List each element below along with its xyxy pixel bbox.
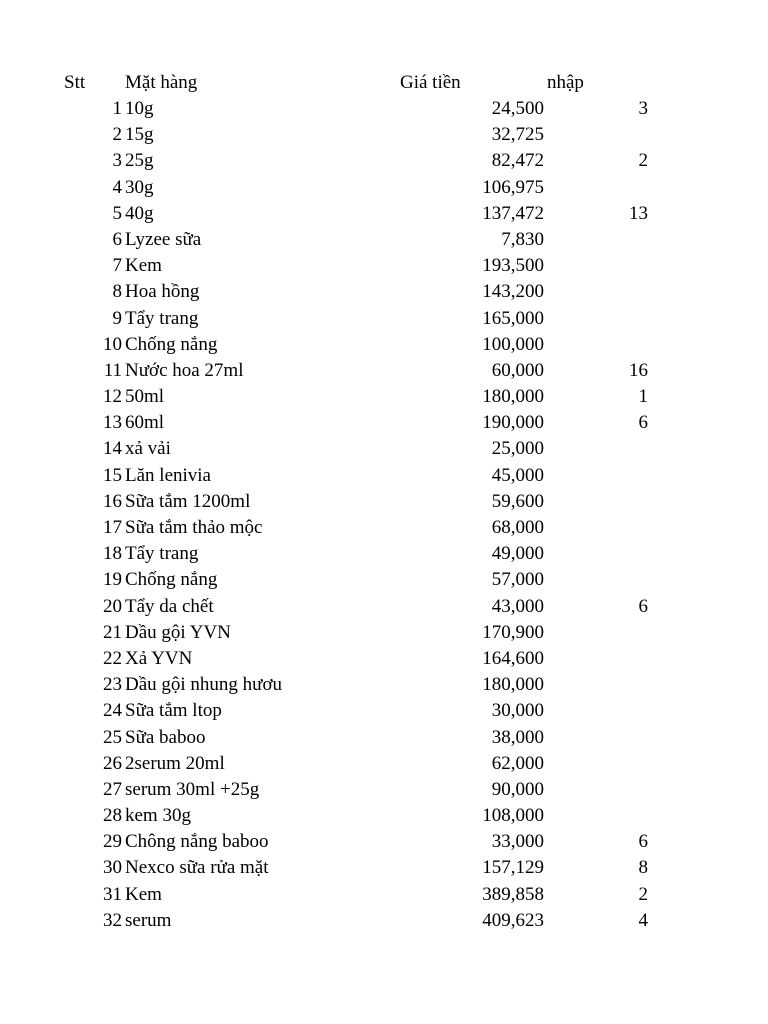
row-price: 7,830 (501, 228, 544, 250)
row-stt: 31 (103, 883, 122, 905)
row-quantity: 6 (638, 595, 648, 617)
table-row (0, 332, 768, 358)
row-price: 25,000 (491, 438, 544, 460)
row-stt: 20 (103, 595, 122, 617)
table-row (0, 855, 768, 881)
row-stt: 9 (112, 307, 122, 329)
row-item-name: Dầu gội nhung hươu (125, 674, 283, 696)
row-quantity: 8 (638, 857, 648, 879)
row-item-name: 25g (125, 150, 154, 172)
row-price: 24,500 (491, 98, 544, 119)
row-quantity: 6 (638, 831, 648, 853)
table-row (0, 908, 768, 934)
table-row (0, 803, 768, 829)
row-price: 59,600 (491, 490, 544, 512)
row-item-name: serum (125, 909, 172, 931)
header-stt: Stt (64, 72, 86, 93)
row-item-name: xả vải (125, 438, 171, 460)
row-stt: 10 (103, 333, 122, 355)
spreadsheet (0, 70, 768, 934)
row-price: 193,500 (482, 255, 544, 277)
row-stt: 28 (103, 805, 122, 827)
row-price: 106,975 (482, 176, 544, 198)
table-row (0, 594, 768, 620)
row-price: 164,600 (482, 647, 544, 669)
table-row (0, 751, 768, 777)
row-item-name: 60ml (125, 412, 165, 434)
row-stt: 5 (112, 202, 122, 224)
row-price: 82,472 (491, 150, 544, 172)
table-row (0, 384, 768, 410)
header-row (0, 70, 768, 96)
table-row (0, 253, 768, 279)
row-price: 180,000 (482, 386, 544, 408)
row-price: 60,000 (491, 359, 544, 381)
row-price: 143,200 (482, 281, 544, 303)
row-stt: 7 (112, 255, 122, 277)
row-quantity: 3 (638, 98, 648, 119)
table-row (0, 882, 768, 908)
row-item-name: Tẩy da chết (125, 595, 214, 617)
row-quantity: 13 (629, 202, 648, 224)
row-item-name: Nước hoa 27ml (125, 359, 244, 381)
row-price: 57,000 (491, 569, 544, 591)
row-price: 45,000 (491, 464, 544, 486)
row-item-name: Chống nắng (125, 569, 218, 591)
row-stt: 32 (103, 909, 122, 931)
row-item-name: kem 30g (125, 805, 191, 827)
row-quantity: 4 (638, 909, 648, 931)
row-price: 108,000 (482, 805, 544, 827)
row-price: 137,472 (482, 202, 544, 224)
table-row (0, 279, 768, 305)
row-price: 180,000 (482, 674, 544, 696)
row-item-name: 50ml (125, 386, 165, 408)
row-stt: 2 (112, 124, 122, 146)
row-stt: 27 (103, 778, 122, 800)
table-row (0, 489, 768, 515)
row-stt: 12 (103, 386, 122, 408)
row-stt: 3 (112, 150, 122, 172)
row-stt: 23 (103, 674, 122, 696)
table-row (0, 358, 768, 384)
row-stt: 21 (103, 621, 122, 643)
row-stt: 17 (103, 517, 122, 538)
table-row (0, 829, 768, 855)
table-row (0, 620, 768, 646)
table-row (0, 463, 768, 489)
row-stt: 1 (112, 98, 122, 119)
row-item-name: 2serum 20ml (125, 752, 225, 774)
row-item-name: Kem (125, 883, 162, 905)
table-row (0, 148, 768, 174)
row-item-name: Lăn lenivia (125, 464, 211, 486)
row-price: 409,623 (482, 909, 544, 931)
table-row (0, 436, 768, 462)
header-item-name: Mặt hàng (125, 72, 198, 93)
row-stt: 14 (103, 438, 122, 460)
table-row (0, 201, 768, 227)
row-price: 100,000 (482, 333, 544, 355)
row-stt: 4 (112, 176, 122, 198)
row-quantity: 1 (638, 386, 648, 408)
row-item-name: 15g (125, 124, 154, 146)
row-price: 49,000 (491, 543, 544, 565)
row-stt: 24 (103, 700, 122, 722)
table-row (0, 646, 768, 672)
row-price: 38,000 (491, 726, 544, 748)
row-stt: 6 (112, 228, 122, 250)
row-item-name: Sữa tắm ltop (125, 700, 222, 722)
row-stt: 15 (103, 464, 122, 486)
table-row (0, 672, 768, 698)
row-price: 157,129 (482, 857, 544, 879)
row-item-name: Kem (125, 255, 162, 277)
row-item-name: serum 30ml +25g (125, 778, 260, 800)
row-stt: 22 (103, 647, 122, 669)
row-item-name: Tẩy trang (125, 543, 199, 565)
row-stt: 11 (103, 359, 122, 381)
table-row (0, 227, 768, 253)
row-stt: 8 (112, 281, 122, 303)
row-item-name: 10g (125, 98, 154, 119)
row-price: 90,000 (491, 778, 544, 800)
row-price: 170,900 (482, 621, 544, 643)
table-row (0, 410, 768, 436)
row-item-name: Dầu gội YVN (125, 621, 231, 643)
table-row (0, 306, 768, 332)
row-quantity: 16 (629, 359, 648, 381)
row-price: 68,000 (491, 517, 544, 538)
row-stt: 16 (103, 490, 122, 512)
row-quantity: 6 (638, 412, 648, 434)
row-quantity: 2 (638, 883, 648, 905)
row-stt: 30 (103, 857, 122, 879)
row-quantity: 2 (638, 150, 648, 172)
row-price: 30,000 (491, 700, 544, 722)
row-stt: 19 (103, 569, 122, 591)
row-item-name: Chông nắng baboo (125, 831, 269, 853)
row-stt: 25 (103, 726, 122, 748)
table-row (0, 122, 768, 148)
row-stt: 18 (103, 543, 122, 565)
row-item-name: Lyzee sữa (125, 228, 202, 250)
table-row (0, 515, 768, 541)
table-row (0, 725, 768, 751)
row-stt: 13 (103, 412, 122, 434)
row-item-name: Chống nắng (125, 333, 218, 355)
row-item-name: Nexco sữa rửa mặt (125, 857, 269, 879)
header-quantity: nhập (547, 72, 584, 93)
row-item-name: Sữa baboo (125, 726, 206, 748)
table-row (0, 777, 768, 803)
row-item-name: Sữa tắm thảo mộc (125, 517, 263, 538)
row-item-name: 40g (125, 202, 154, 224)
row-price: 33,000 (491, 831, 544, 853)
row-stt: 29 (103, 831, 122, 853)
table-body (0, 96, 768, 934)
row-price: 389,858 (482, 883, 544, 905)
row-item-name: Xả YVN (125, 647, 193, 669)
row-stt: 26 (103, 752, 122, 774)
table-row (0, 567, 768, 593)
row-price: 190,000 (482, 412, 544, 434)
row-item-name: Sữa tắm 1200ml (125, 490, 251, 512)
table-row (0, 698, 768, 724)
row-price: 43,000 (491, 595, 544, 617)
row-price: 62,000 (491, 752, 544, 774)
row-item-name: 30g (125, 176, 154, 198)
row-price: 32,725 (491, 124, 544, 146)
row-item-name: Hoa hồng (125, 281, 200, 303)
table-row (0, 175, 768, 201)
row-price: 165,000 (482, 307, 544, 329)
table-row (0, 96, 768, 122)
header-price: Giá tiền (400, 72, 461, 93)
table-row (0, 541, 768, 567)
row-item-name: Tẩy trang (125, 307, 199, 329)
